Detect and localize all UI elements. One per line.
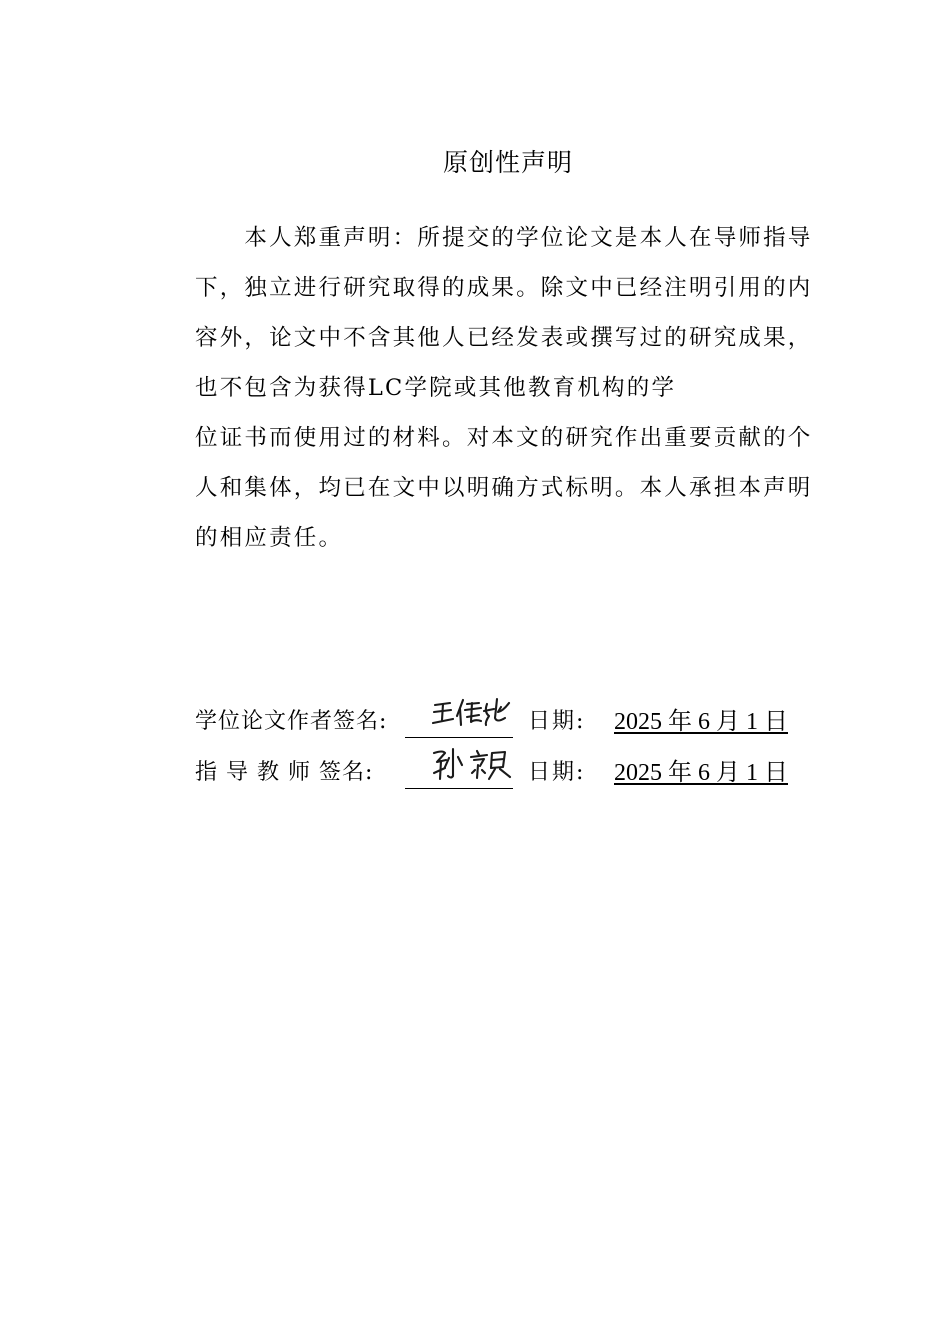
author-date: 2025 年 6 月 1 日 <box>614 709 788 735</box>
body-line: 人和集体，均已在文中以明确方式标明。本人承担本声明 <box>195 475 813 501</box>
author-signature-line <box>405 737 513 738</box>
body-line: 的相应责任。 <box>195 525 344 551</box>
page-title: 原创性声明 <box>442 148 573 177</box>
advisor-handwritten-signature <box>431 745 515 785</box>
body-line: 本人郑重声明：所提交的学位论文是本人在导师指导 <box>195 225 813 251</box>
author-handwritten-signature <box>431 694 515 734</box>
body-line: 位证书而使用过的材料。对本文的研究作出重要贡献的个 <box>195 425 813 451</box>
body-line: 容外，论文中不含其他人已经发表或撰写过的研究成果， <box>195 325 813 351</box>
author-date-label: 日期: <box>528 709 586 734</box>
author-signature-label: 学位论文作者签名: <box>195 709 388 734</box>
body-line: 下，独立进行研究取得的成果。除文中已经注明引用的内 <box>195 275 813 301</box>
body-line: 也不包含为获得LC学院或其他教育机构的学 <box>195 375 677 401</box>
advisor-signature-label: 指 导 教 师 签名: <box>195 760 374 785</box>
advisor-date: 2025 年 6 月 1 日 <box>614 760 788 786</box>
advisor-date-label: 日期: <box>528 760 586 785</box>
advisor-signature-line <box>405 788 513 789</box>
